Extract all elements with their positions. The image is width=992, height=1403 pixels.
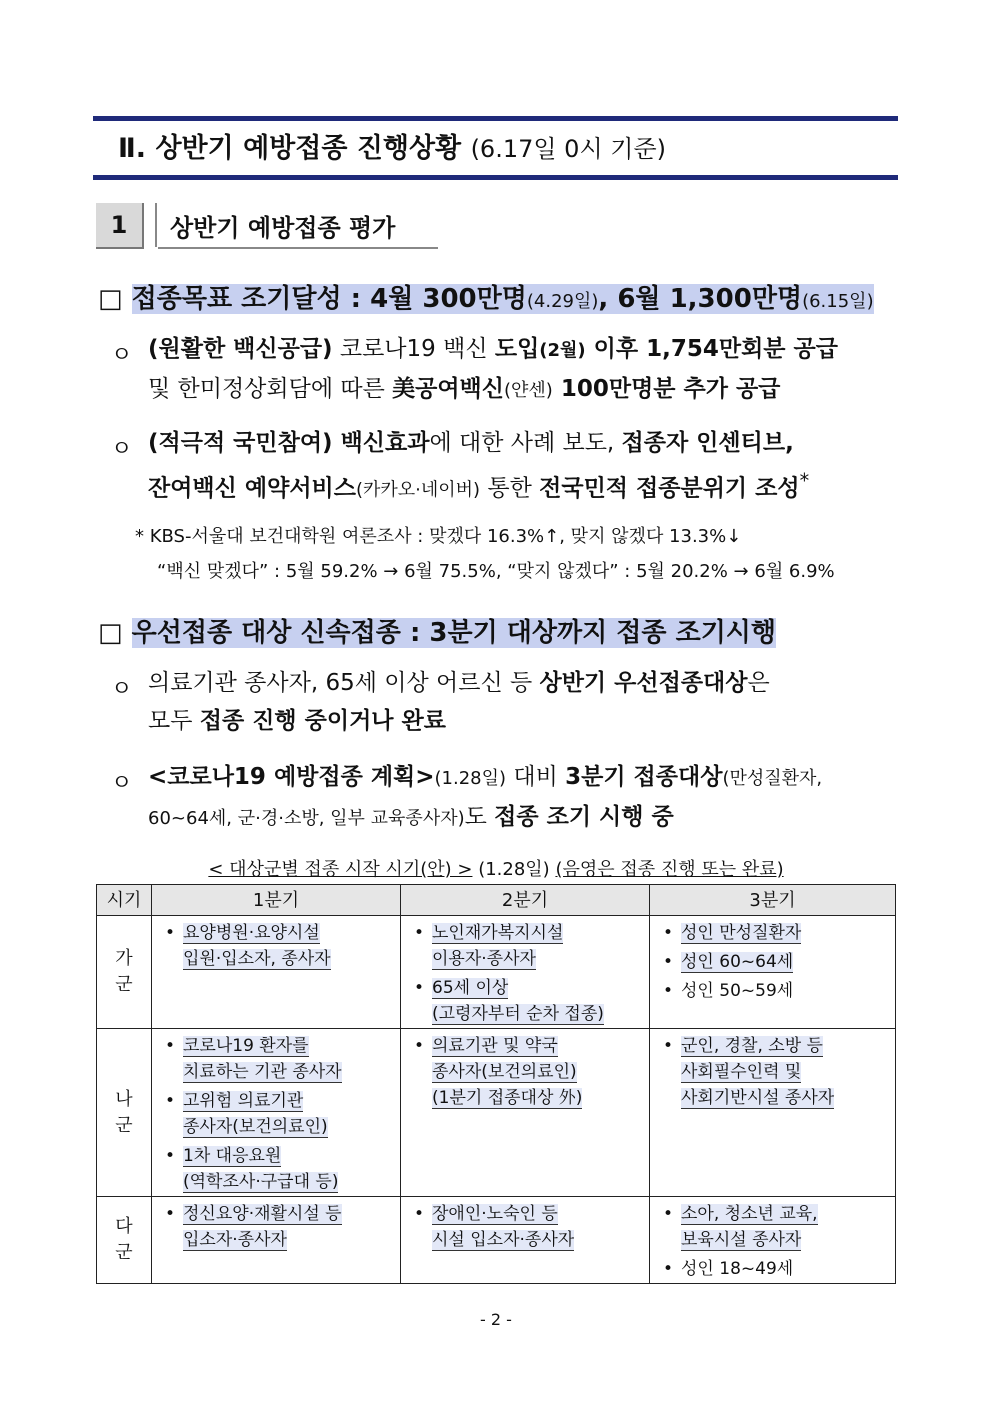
table-cell-q2	[401, 1029, 650, 1197]
list-item-text: 군인, 경찰, 소방 등	[681, 1036, 823, 1056]
bullet-icon: •	[165, 1146, 176, 1166]
bullet-icon: •	[414, 923, 425, 943]
group-cell: 가 군	[97, 916, 152, 1029]
header-cell: 1분기	[152, 885, 401, 916]
chapter-title	[118, 126, 666, 165]
paragraph-participation: (적극적 국민참여) 백신효과에 대한 사례 보도, 접종자 인센티브, 잔여백신 예약서비스(카카오·네이버) 통한 전국민적 접종분위기 조성*	[148, 430, 810, 502]
headline-1	[98, 278, 874, 315]
table-title	[0, 855, 992, 881]
paragraph-priority: 의료기관 종사자, 65세 이상 어르신 등 상반기 우선접종대상은 모두 접종 진행 중이거나 완료	[148, 670, 770, 734]
chapter-rule-top	[93, 116, 898, 121]
bullet-icon: •	[165, 923, 176, 943]
chapter-subtitle: (6.17일 0시 기준)	[470, 135, 666, 163]
bullet-marker: ㅇ	[111, 437, 133, 462]
table-cell-q2	[401, 1197, 650, 1284]
list-item-text: 입소자·종사자	[183, 1230, 287, 1250]
list-item-text: 코로나19 환자를	[183, 1036, 309, 1056]
bullet-marker: ㅇ	[111, 771, 133, 796]
list-item-text: 사회기반시설 종사자	[681, 1088, 835, 1108]
section-underline	[158, 247, 438, 249]
bullet-icon: •	[414, 1204, 425, 1224]
bullet-icon: •	[663, 1204, 674, 1224]
header-cell: 시기	[97, 885, 152, 916]
table-row	[97, 1197, 896, 1284]
header-cell: 2분기	[401, 885, 650, 916]
list-item-text: 장애인·노숙인 등	[432, 1204, 558, 1224]
list-item-text: 시설 입소자·종사자	[432, 1230, 575, 1250]
list-item-text: 노인재가복지시설	[432, 923, 564, 943]
list-item-text: 1차 대응요원	[183, 1146, 282, 1166]
page-number: - 2 -	[480, 1310, 512, 1329]
table-title-text: < 대상군별 접종 시작 시기(안) >	[208, 859, 473, 880]
list-item-text: (고령자부터 순차 접종)	[432, 1004, 604, 1024]
bullet-icon: •	[663, 1036, 674, 1056]
bullet-icon: •	[165, 1091, 176, 1111]
list-item-text: 치료하는 기관 종사자	[183, 1062, 342, 1082]
list-item-text: 의료기관 및 약국	[432, 1036, 558, 1056]
paragraph-supply: (원활한 백신공급) 코로나19 백신 도입(2월) 이후 1,754만회분 공급 및 한미정상회담에 따른 美공여백신(얀센) 100만명분 추가 공급	[148, 336, 838, 402]
bullet-icon: •	[414, 978, 425, 998]
list-item-text: (1분기 접종대상 外)	[432, 1088, 583, 1108]
table-cell-q1	[152, 916, 401, 1029]
headline-2	[98, 612, 776, 649]
table-header-row	[97, 885, 896, 916]
bullet-icon: •	[414, 1036, 425, 1056]
table-row	[97, 916, 896, 1029]
list-item-text: 성인 18~49세	[681, 1259, 794, 1279]
table-title-date: (1.28일)	[478, 859, 550, 880]
headline-2-text: 우선접종 대상 신속접종 : 3분기 대상까지 접종 조기시행	[131, 618, 777, 648]
list-item-text: 소아, 청소년 교육,	[681, 1204, 818, 1224]
schedule-table	[96, 884, 896, 1284]
checkbox-marker: □	[98, 284, 123, 314]
list-item-text: 65세 이상	[432, 978, 509, 998]
list-item-text: 정신요양·재활시설 등	[183, 1204, 342, 1224]
list-item-text: (역학조사·구급대 등)	[183, 1172, 339, 1192]
list-item-text: 입원·입소자, 종사자	[183, 949, 331, 969]
bullet-marker: ㅇ	[111, 343, 133, 368]
table-cell-q1	[152, 1029, 401, 1197]
list-item	[659, 1256, 888, 1282]
list-item	[161, 1088, 393, 1140]
bullet-icon: •	[663, 952, 674, 972]
bullet-marker: ㅇ	[111, 677, 133, 702]
list-item-text: 종사자(보건의료인)	[432, 1062, 577, 1082]
table-cell-q3	[650, 1197, 896, 1284]
list-item-text: 고위험 의료기관	[183, 1091, 304, 1111]
section-number: 1	[110, 211, 128, 239]
bullet-icon: •	[165, 1204, 176, 1224]
list-item-text: 성인 60~64세	[681, 952, 794, 972]
list-item	[659, 920, 888, 946]
list-item-text: 종사자(보건의료인)	[183, 1117, 328, 1137]
checkbox-marker: □	[98, 618, 123, 648]
table-cell-q2	[401, 916, 650, 1029]
bullet-icon: •	[165, 1036, 176, 1056]
list-item	[161, 1033, 393, 1085]
bullet-icon: •	[663, 981, 674, 1001]
chapter-title-text: Ⅱ. 상반기 예방접종 진행상황	[118, 133, 462, 164]
paragraph-early: <코로나19 예방접종 계획>(1.28일) 대비 3분기 접종대상(만성질환자, 60~64세, 군·경·소방, 일부 교육종사자)도 접종 조기 시행 중	[148, 764, 823, 830]
list-item	[410, 975, 642, 1027]
bullet-icon: •	[663, 1259, 674, 1279]
list-item	[410, 1201, 642, 1253]
list-item-text: 사회필수인력 및	[681, 1062, 802, 1082]
list-item	[659, 1033, 888, 1111]
list-item-text: 성인 만성질환자	[681, 923, 802, 943]
list-item	[161, 1201, 393, 1253]
list-item-text: 보육시설 종사자	[681, 1230, 802, 1250]
list-item-text: 요양병원·요양시설	[183, 923, 320, 943]
chapter-rule-bottom	[93, 175, 898, 180]
list-item	[659, 1201, 888, 1253]
table-title-note: (음영은 접종 진행 또는 완료)	[555, 859, 784, 880]
section-title: 상반기 예방접종 평가	[170, 214, 396, 242]
list-item	[659, 949, 888, 975]
table-cell-q3	[650, 1029, 896, 1197]
group-cell: 다 군	[97, 1197, 152, 1284]
survey-note-2: “백신 맞겠다” : 5월 59.2% → 6월 75.5%, “맞지 않겠다” : 5월 20.2% → 6월 6.9%	[157, 561, 835, 582]
list-item	[410, 1033, 642, 1111]
table-cell-q1	[152, 1197, 401, 1284]
list-item	[410, 920, 642, 972]
section-divider	[155, 203, 157, 247]
headline-1-text: 접종목표 조기달성 : 4월 300만명(4.29일), 6월 1,300만명(6.15일)	[131, 284, 874, 314]
table-row	[97, 1029, 896, 1197]
list-item-text: 성인 50~59세	[681, 981, 794, 1001]
survey-note-1: * KBS-서울대 보건대학원 여론조사 : 맞겠다 16.3%↑, 맞지 않겠다 13.3%↓	[135, 526, 742, 547]
header-cell: 3분기	[650, 885, 896, 916]
section-number-box	[96, 203, 144, 249]
list-item	[161, 1143, 393, 1195]
list-item-text: 이용자·종사자	[432, 949, 536, 969]
list-item	[161, 920, 393, 972]
table-cell-q3	[650, 916, 896, 1029]
list-item	[659, 978, 888, 1004]
group-cell: 나 군	[97, 1029, 152, 1197]
bullet-icon: •	[663, 923, 674, 943]
